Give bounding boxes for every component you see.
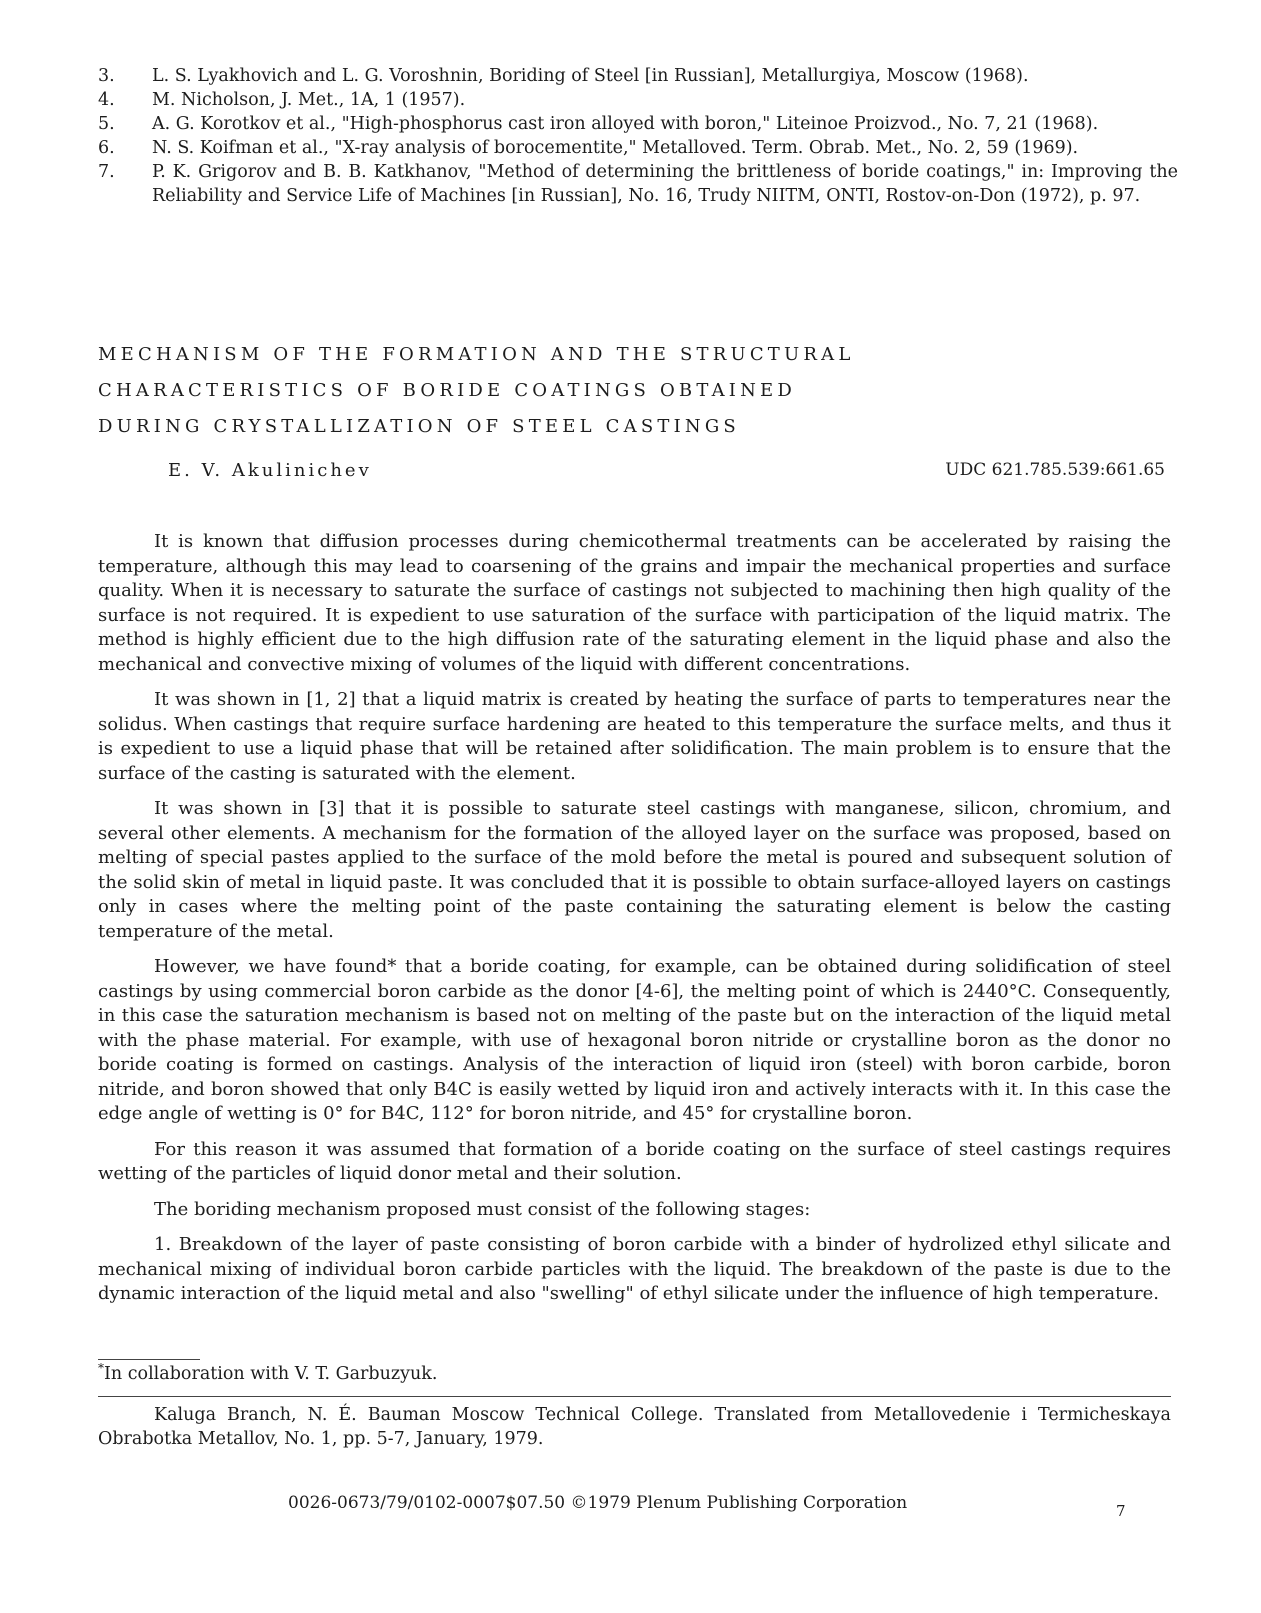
reference-item — [98, 112, 1178, 136]
reference-number: 5. — [98, 114, 115, 134]
reference-item — [98, 64, 1178, 88]
reference-text: L. S. Lyakhovich and L. G. Voroshnin, Boriding of Steel [in Russian], Metallurgiya, Moscow (1968). — [152, 66, 1029, 86]
footnote-mark: * — [98, 1361, 104, 1376]
title-line: DURING CRYSTALLIZATION OF STEEL CASTINGS — [98, 416, 740, 437]
price-copyright-line: 0026-0673/79/0102-0007$07.50 ©1979 Plenum Publishing Corporation — [288, 1493, 908, 1513]
page-number: 7 — [1116, 1502, 1126, 1520]
reference-number: 3. — [98, 66, 115, 86]
article-title — [98, 337, 1098, 445]
body-paragraph: For this reason it was assumed that formation of a boride coating on the surface of steel castings requires wetting of the particles of liquid donor metal and their solution. — [98, 1138, 1171, 1184]
reference-text: A. G. Korotkov et al., "High-phosphorus cast iron alloyed with boron," Liteinoe Proizvod., No. 7, 21 (1968). — [152, 114, 1099, 134]
footnote — [98, 1361, 438, 1384]
author-name: E. V. Akulinichev — [168, 460, 372, 481]
reference-number: 4. — [98, 90, 115, 110]
body-paragraph: The boriding mechanism proposed must consist of the following stages: — [154, 1198, 811, 1220]
body-paragraph: It is known that diffusion processes during chemicothermal treatments can be accelerated by raising the temperature, although this may lead to coarsening of the grains and impair the mechanical properties and surface quality. When it is necessary to saturate the surface of castings not subjected to machining then high quality of the surface is not required. It is expedient to use saturation of the surface with participation of the liquid matrix. The method is highly efficient due to the high diffusion rate of the saturating element in the liquid phase and also the mechanical and convective mixing of volumes of the liquid with different concentrations. — [98, 531, 1171, 675]
reference-text: N. S. Koifman et al., "X-ray analysis of borocementite," Metalloved. Term. Obrab. Met., No. 2, 59 (1969). — [152, 138, 1079, 158]
title-line: MECHANISM OF THE FORMATION AND THE STRUCTURAL — [98, 344, 855, 365]
article-body — [98, 530, 1171, 1318]
reference-item — [98, 136, 1178, 160]
udc-code: UDC 621.785.539:661.65 — [945, 460, 1165, 480]
body-paragraph: It was shown in [1, 2] that a liquid matrix is created by heating the surface of parts to temperatures near the solidus. When castings that require surface hardening are heated to this temperature the surface melts, and thus it is expedient to use a liquid phase that will be retained after solidification. The main problem is to ensure that the surface of the casting is saturated with the element. — [98, 689, 1171, 784]
footnote-text: In collaboration with V. T. Garbuzyuk. — [104, 1364, 438, 1384]
affiliation-note: Kaluga Branch, N. É. Bauman Moscow Technical College. Translated from Metallovedenie i Termicheskaya Obrabotka Metallov, No. 1, pp. 5-7, January, 1979. — [98, 1405, 1171, 1449]
body-paragraph: It was shown in [3] that it is possible to saturate steel castings with manganese, silicon, chromium, and several other elements. A mechanism for the formation of the alloyed layer on the surface was proposed, based on melting of special pastes applied to the surface of the mold before the metal is poured and subsequent solution of the solid skin of metal in liquid paste. It was concluded that it is possible to obtain surface-alloyed layers on castings only in cases where the melting point of the paste containing the saturating element is below the casting temperature of the metal. — [98, 798, 1171, 942]
footnote-divider — [98, 1359, 200, 1360]
reference-item — [98, 88, 1178, 112]
body-paragraph: However, we have found* that a boride coating, for example, can be obtained during solidification of steel castings by using commercial boron carbide as the donor [4-6], the melting point of which is 2440°C. Consequently, in this case the saturation mechanism is based not on melting of the paste but on the interaction of the liquid metal with the phase material. For example, with use of hexagonal boron nitride or crystalline boron as the donor no boride coating is formed on castings. Analysis of the interaction of liquid iron (steel) with boron carbide, boron nitride, and boron showed that only B4C is easily wetted by liquid iron and actively interacts with it. In this case the edge angle of wetting is 0° for B4C, 112° for boron nitride, and 45° for crystalline boron. — [98, 956, 1171, 1124]
reference-text: P. K. Grigorov and B. B. Katkhanov, "Method of determining the brittleness of boride coatings," in: Improving the Reliability and Service Life of Machines [in Russian], No. 16, Trudy NIITM, ONTI, Rostov-on-Don (1972), p. 97. — [152, 162, 1178, 206]
reference-text: M. Nicholson, J. Met., 1A, 1 (1957). — [152, 90, 466, 110]
title-line: CHARACTERISTICS OF BORIDE COATINGS OBTAINED — [98, 380, 796, 401]
reference-number: 7. — [98, 162, 115, 182]
reference-number: 6. — [98, 138, 115, 158]
affiliation-divider — [98, 1396, 1171, 1397]
body-paragraph: 1. Breakdown of the layer of paste consisting of boron carbide with a binder of hydrolized ethyl silicate and mechanical mixing of individual boron carbide particles with the liquid. The breakdown of the paste is due to the dynamic interaction of the liquid metal and also "swelling" of ethyl silicate under the influence of high temperature. — [98, 1234, 1171, 1304]
reference-item — [98, 160, 1178, 208]
reference-list — [98, 64, 1178, 208]
